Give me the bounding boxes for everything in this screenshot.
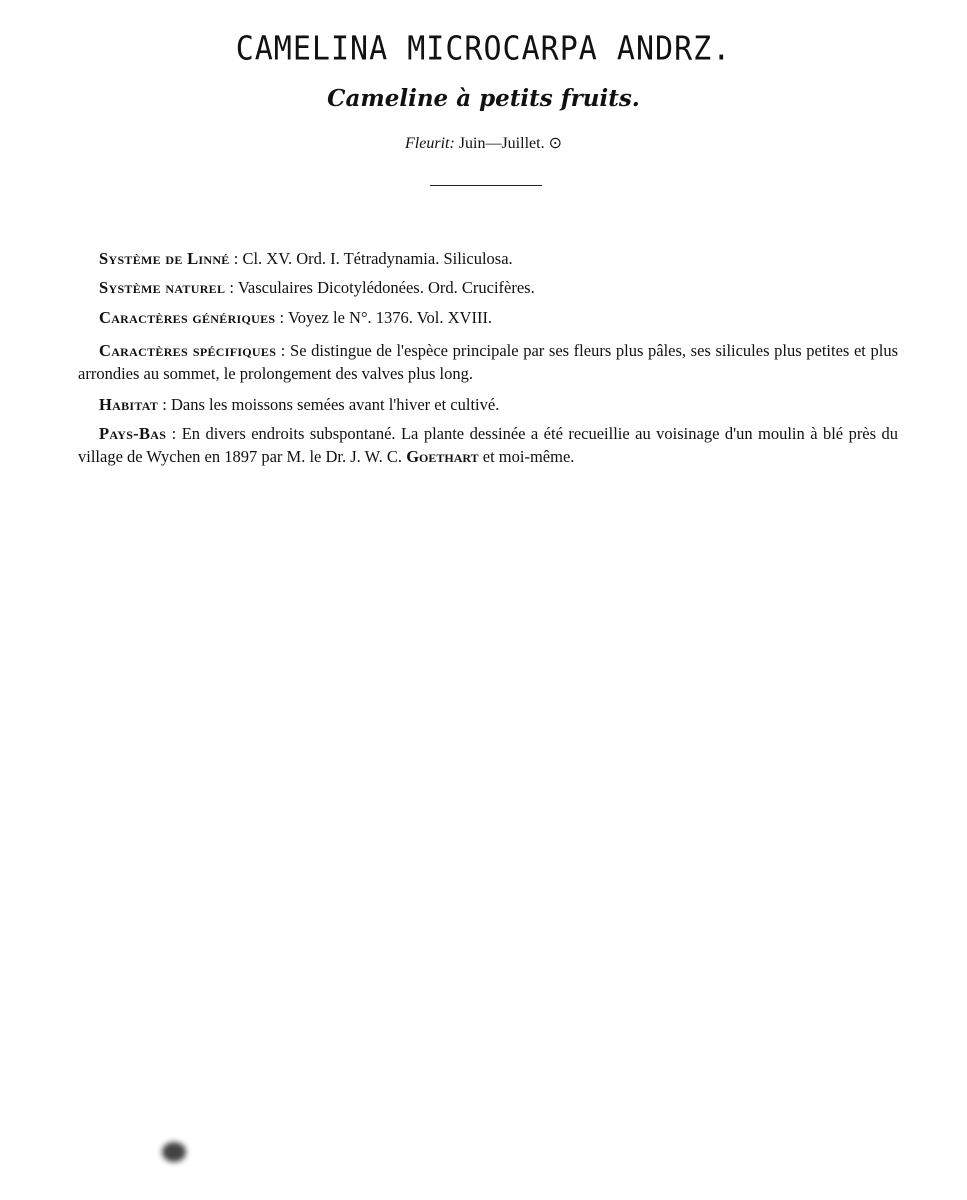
entry-specific-characters	[78, 339, 898, 385]
entry-label: Système naturel	[99, 277, 226, 297]
entry-separator: :	[166, 423, 182, 443]
entry-label: Système de Linné	[99, 248, 230, 268]
flowering-label: Fleurit:	[405, 135, 455, 152]
entry-text: Vasculaires Dicotylédonées. Ord. Crucifères.	[237, 277, 535, 297]
collector-name: Goethart	[406, 446, 479, 466]
page-subtitle: Cameline à petits fruits.	[327, 85, 640, 112]
entry-natural-system	[78, 276, 898, 299]
entry-label: Habitat	[99, 394, 159, 414]
entry-separator: :	[275, 307, 288, 327]
entry-habitat	[78, 393, 898, 416]
entry-linnaeus-system	[78, 247, 898, 270]
entry-text: Voyez le N°. 1376. Vol. XVIII.	[287, 307, 493, 327]
entry-text: Cl. XV. Ord. I. Tétradynamia. Siliculosa.	[242, 248, 513, 268]
entry-text: Dans les moissons semées avant l'hiver et cultivé.	[171, 394, 500, 414]
entry-label: Caractères spécifiques	[99, 340, 277, 360]
entry-label: Caractères génériques	[99, 307, 276, 327]
entry-text-end: et moi-même.	[482, 446, 575, 466]
entry-text: Se distingue de l'espèce principale par ses fleurs plus pâles, ses silicules plus petites et plus arrondies au sommet, le prolongement des valves plus long.	[78, 340, 898, 383]
entry-netherlands	[78, 422, 898, 468]
entry-label: Pays-Bas	[99, 423, 167, 443]
flowering-period	[0, 133, 967, 153]
entry-separator: :	[276, 340, 291, 360]
entry-generic-characters	[78, 306, 898, 329]
entry-separator: :	[229, 248, 243, 268]
page-title: CAMELINA MICROCARPA ANDRZ.	[235, 30, 732, 69]
entry-text: En divers endroits subspontané. La plante dessinée a été recueillie au voisinage d'un moulin à blé près du village de Wychen en 1897 par M. le Dr. J. W. C.	[78, 423, 898, 466]
entry-separator: :	[158, 394, 172, 414]
flowering-value: Juin—Juillet. ⊙	[458, 135, 562, 152]
entry-separator: :	[225, 277, 238, 297]
ink-speck	[162, 1142, 186, 1162]
title-divider	[430, 185, 542, 186]
